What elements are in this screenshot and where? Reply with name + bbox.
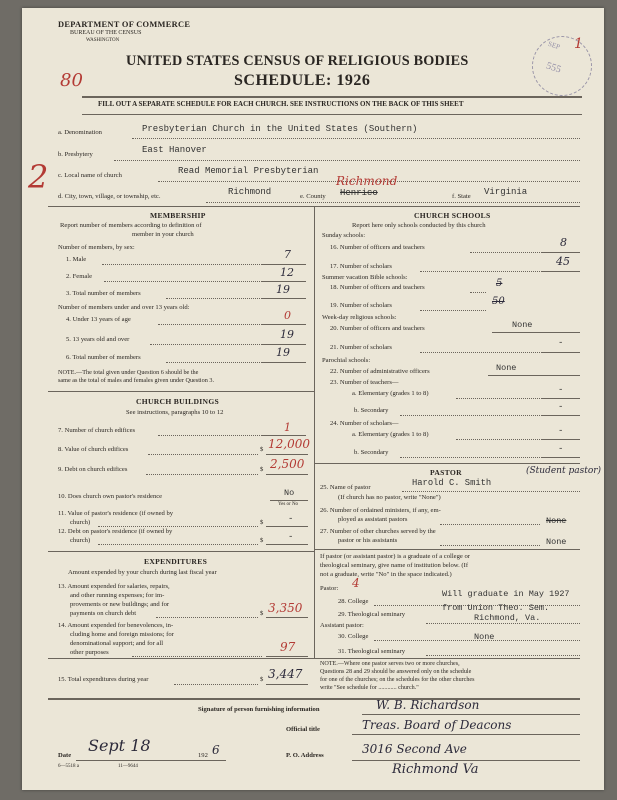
signature-value: W. B. Richardson [376, 698, 480, 712]
date-label: Date [58, 752, 72, 759]
pastor-note-2: Questions 28 and 29 should be answered only on the schedule [320, 669, 472, 675]
membership-heading: MEMBERSHIP [150, 211, 206, 220]
running-expenses-answer-line [266, 617, 308, 618]
male-label: 1. Male [66, 256, 87, 263]
presbytery-value: East Hanover [142, 145, 207, 155]
residence-debt-amount: - [288, 532, 294, 542]
total-by-age-line [166, 362, 262, 363]
summer-teachers-line [470, 292, 486, 293]
total-by-age-label: 6. Total number of members [66, 354, 141, 361]
total-members-line [166, 298, 262, 299]
parochial-teachers-label: 23. Number of teachers— [330, 379, 399, 386]
assistant-ministers-line [440, 524, 540, 525]
pastor-name-hint: (If church has no pastor, write "None") [338, 494, 441, 501]
pastor-college-label: 28. College [338, 598, 369, 605]
residence-debt-label-2: church) [70, 537, 91, 544]
scholars-elementary-value: - [558, 426, 564, 436]
over-13-line [150, 344, 262, 345]
total-members-answer-line [262, 298, 306, 299]
pastor-education-mark: 4 [352, 576, 360, 590]
denomination-line [132, 138, 580, 139]
pastor-college-value: Will graduate in May 1927 [442, 589, 570, 599]
total-by-age-answer-line [262, 362, 306, 363]
running-expenses-label-4: payments on church debt [70, 610, 137, 617]
edifices-value-amount: 12,000 [268, 437, 310, 451]
pastor-name-label: 25. Name of pastor [320, 484, 371, 491]
male-line [102, 264, 262, 265]
admin-officers-value: None [496, 363, 517, 373]
official-title-line [352, 734, 580, 735]
pastor-education-label: Pastor: [320, 585, 339, 592]
residence-value-amount: - [288, 514, 294, 524]
city-value: Richmond [228, 187, 272, 197]
pastor-name-value: Harold C. Smith [412, 478, 492, 488]
edifices-value-answer-line [266, 454, 308, 455]
instructions-rule [82, 114, 582, 115]
teachers-secondary-value: - [558, 402, 564, 412]
summer-teachers-value: 5 [496, 278, 503, 289]
residence-debt-dollar: $ [260, 537, 264, 544]
footer-rule [48, 698, 580, 700]
under-13-answer-line [262, 324, 306, 325]
form-number-mark: 80 [60, 70, 83, 91]
other-churches-label-2: pastor or his assistants [338, 537, 398, 544]
weekday-scholars-answer-line [542, 352, 580, 353]
county-typed-value: Henrico [340, 188, 378, 198]
benevolences-label-3: denominational support; and for all [70, 640, 164, 647]
residence-value-label-1: 11. Value of pastor's residence (if owned by [58, 510, 174, 517]
teachers-elementary-label: a. Elementary (grades 1 to 8) [352, 390, 429, 397]
admin-officers-answer-line [488, 375, 580, 376]
pastor-seminary-location: Richmond, Va. [474, 613, 541, 623]
corner-mark: 1 [574, 36, 583, 52]
official-title-value: Treas. Board of Deacons [362, 718, 512, 732]
presbytery-line [114, 160, 580, 161]
under-13-value: 0 [284, 309, 291, 322]
residence-debt-answer-line [266, 544, 308, 545]
pastor-heading: PASTOR [430, 468, 462, 477]
summer-schools-label: Summer vacation Bible schools: [322, 274, 408, 281]
membership-note-2: same as the total of males and females given under Question 3. [58, 377, 215, 384]
margin-mark: 2 [28, 158, 49, 196]
summer-scholars-label: 19. Number of scholars [330, 302, 392, 309]
total-expenditures-answer-line [266, 684, 308, 685]
female-line [104, 281, 262, 282]
edifices-debt-answer-line [266, 474, 308, 475]
edifices-debt-line [146, 474, 258, 475]
summer-teachers-label: 18. Number of officers and teachers [330, 284, 425, 291]
signature-line [362, 714, 580, 715]
denomination-label: a. Denomination [58, 129, 102, 136]
year-prefix: 192 [198, 752, 208, 759]
edifices-value-label: 8. Value of church edifices [58, 446, 129, 453]
education-top-rule [314, 549, 580, 550]
residence-debt-line [98, 544, 258, 545]
edifices-value-line [148, 454, 258, 455]
sunday-teachers-answer-line [542, 252, 580, 253]
scholars-elementary-answer-line [542, 439, 580, 440]
teachers-elementary-answer-line [542, 398, 580, 399]
form-code: 6—5518 a [58, 764, 79, 769]
sunday-scholars-label: 17. Number of scholars [330, 263, 392, 270]
scholars-elementary-line [456, 439, 542, 440]
running-expenses-line [156, 617, 258, 618]
residence-value-label-2: church) [70, 519, 91, 526]
po-address-label: P. O. Address [286, 752, 324, 759]
membership-intro-2: member in your church [132, 231, 194, 238]
schools-heading: CHURCH SCHOOLS [414, 211, 491, 220]
membership-note-1: NOTE.—The total given under Question 6 should be the [58, 369, 199, 376]
edifices-count-line [158, 435, 262, 436]
edifices-count-label: 7. Number of church edifices [58, 427, 136, 434]
other-churches-line [440, 545, 540, 546]
expenditures-intro: Amount expended by your church during last fiscal year [68, 569, 217, 576]
edifices-value-dollar: $ [260, 446, 264, 453]
total-by-age-value: 19 [276, 346, 290, 359]
owns-residence-hint: Yes or No [278, 502, 299, 507]
sunday-scholars-answer-line [542, 271, 580, 272]
city-label: d. City, town, village, or township, etc. [58, 193, 161, 200]
department-name: DEPARTMENT OF COMMERCE [58, 20, 191, 29]
print-code: 11—9644 [118, 764, 138, 769]
over-13-value: 19 [280, 328, 294, 341]
teachers-secondary-line [400, 415, 542, 416]
pastor-top-rule [314, 463, 580, 464]
members-by-sex-label: Number of members, by sex: [58, 244, 135, 251]
assistant-ministers-label-2: ployed as assistant pastors [338, 516, 408, 523]
benevolences-label-4: other purposes [70, 649, 109, 656]
pastor-seminary-label: 29. Theological seminary [338, 611, 406, 618]
benevolences-line [132, 656, 262, 657]
education-instructions-2: theological seminary, give name of institution below. (If [320, 562, 469, 569]
total-expenditures-dollar: $ [260, 676, 264, 683]
male-value: 7 [284, 248, 291, 261]
edifices-count-value: 1 [284, 421, 291, 434]
under-13-label: 4. Under 13 years of age [66, 316, 131, 323]
parochial-schools-label: Parochial schools: [322, 357, 371, 364]
assistant-ministers-value: None [546, 516, 567, 526]
state-value: Virginia [484, 187, 528, 197]
benevolences-label-2: cluding home and foreign missions; for [70, 631, 174, 638]
scholars-secondary-label: b. Secondary [354, 449, 389, 456]
owns-residence-answer-line [270, 500, 308, 501]
sunday-teachers-value: 8 [560, 236, 567, 249]
pastor-note-4: write "See schedule for ............ church." [320, 685, 419, 691]
over-13-answer-line [262, 344, 306, 345]
male-answer-line [262, 264, 306, 265]
columns-bottom-rule [48, 658, 580, 659]
total-expenditures-label: 15. Total expenditures during year [58, 676, 149, 683]
column-divider [314, 206, 315, 658]
form-subtitle: SCHEDULE: 1926 [234, 72, 371, 89]
over-13-label: 5. 13 years old and over [66, 336, 130, 343]
education-instructions-3: not a graduate, write "No" in the space indicated.) [320, 571, 452, 578]
summer-scholars-value: 50 [492, 296, 505, 307]
sunday-scholars-value: 45 [556, 255, 570, 268]
edifices-count-answer-line [262, 435, 306, 436]
scholars-secondary-answer-line [542, 457, 580, 458]
assistant-ministers-label-1: 26. Number of ordained ministers, if any, em- [320, 507, 441, 514]
signature-label: Signature of person furnishing information [198, 706, 320, 713]
running-expenses-label-3: provements or new buildings; and for [70, 601, 170, 608]
po-address-value: 3016 Second Ave [362, 742, 467, 756]
stamp-month: SEP [546, 39, 561, 52]
female-answer-line [262, 281, 306, 282]
county-handwritten-value: Richmond [336, 174, 398, 188]
sunday-scholars-line [420, 271, 542, 272]
denomination-value: Presbyterian Church in the United States (Southern) [142, 124, 418, 134]
form-title: UNITED STATES CENSUS OF RELIGIOUS BODIES [126, 53, 469, 69]
benevolences-label-1: 14. Amount expended for benevolences, in- [58, 622, 174, 629]
admin-officers-label: 22. Number of administrative officers [330, 368, 430, 375]
buildings-heading: CHURCH BUILDINGS [136, 397, 220, 406]
expenditures-top-rule [48, 551, 314, 552]
pastor-name-line [402, 491, 580, 492]
scholars-secondary-value: - [558, 444, 564, 454]
state-label: f. State [452, 193, 471, 200]
sunday-teachers-label: 16. Number of officers and teachers [330, 244, 425, 251]
church-name-value: Read Memorial Presbyterian [178, 166, 319, 176]
census-schedule-sheet [22, 8, 604, 790]
teachers-secondary-label: b. Secondary [354, 407, 389, 414]
header-rule [82, 96, 582, 98]
residence-value-answer-line [266, 526, 308, 527]
education-instructions-1: If pastor (or assistant pastor) is a graduate of a college or [320, 553, 470, 560]
edifices-debt-label: 9. Debt on church edifices [58, 466, 128, 473]
weekday-scholars-value: - [558, 338, 564, 348]
received-stamp [524, 28, 600, 104]
assistant-seminary-label: 31. Theological seminary [338, 648, 406, 655]
official-title-label: Official title [286, 726, 320, 733]
year-value: 6 [212, 743, 220, 757]
owns-residence-label: 10. Does church own pastor's residence [58, 493, 163, 500]
bureau-city: WASHINGTON [86, 38, 120, 43]
edifices-debt-dollar: $ [260, 466, 264, 473]
residence-debt-label-1: 12. Debt on pastor's residence (if owned by [58, 528, 173, 535]
po-address-city: Richmond Va [392, 762, 479, 777]
edifices-debt-amount: 2,500 [270, 457, 305, 471]
weekday-scholars-label: 21. Number of scholars [330, 344, 392, 351]
total-expenditures-line [174, 684, 258, 685]
pastor-status-note: (Student pastor) [526, 466, 602, 476]
summer-scholars-line [420, 310, 486, 311]
assistant-college-line [374, 640, 580, 641]
other-churches-value: None [546, 537, 567, 547]
schools-intro: Report here only schools conducted by this church [352, 222, 486, 229]
weekday-schools-label: Week-day religious schools: [322, 314, 397, 321]
date-value: Sept 18 [88, 736, 151, 755]
female-value: 12 [280, 266, 294, 279]
weekday-teachers-label: 20. Number of officers and teachers [330, 325, 425, 332]
running-expenses-label-1: 13. Amount expended for salaries, repairs, [58, 583, 170, 590]
buildings-top-rule [48, 391, 314, 392]
weekday-scholars-line [420, 352, 542, 353]
benevolences-answer-line [266, 656, 308, 657]
po-address-line [352, 760, 580, 761]
pastor-seminary-line [426, 623, 580, 624]
teachers-elementary-value: - [558, 385, 564, 395]
age-group-label: Number of members under and over 13 years old: [58, 304, 190, 311]
date-line [76, 760, 226, 761]
membership-intro-1: Report number of members according to definition of [60, 222, 202, 229]
other-churches-label-1: 27. Number of other churches served by the [320, 528, 436, 535]
sunday-teachers-line [470, 252, 542, 253]
teachers-secondary-answer-line [542, 415, 580, 416]
pastor-seminary-value: from Union Theo. Sem. [442, 603, 550, 613]
city-line [206, 202, 580, 203]
total-members-value: 19 [276, 283, 290, 296]
female-label: 2. Female [66, 273, 93, 280]
expenditures-heading: EXPENDITURES [144, 557, 208, 566]
assistant-seminary-line [426, 655, 580, 656]
assistant-education-label: Assistant pastor: [320, 622, 364, 629]
total-members-label: 3. Total number of members [66, 290, 141, 297]
presbytery-label: b. Presbytery [58, 151, 93, 158]
owns-residence-value: No [284, 488, 295, 498]
scholars-elementary-label: a. Elementary (grades 1 to 8) [352, 431, 429, 438]
county-label: e. County [300, 193, 326, 200]
residence-value-line [98, 526, 258, 527]
scholars-secondary-line [400, 457, 542, 458]
assistant-college-label: 30. College [338, 633, 369, 640]
assistant-college-value: None [474, 632, 495, 642]
sunday-schools-label: Sunday schools: [322, 232, 366, 239]
running-expenses-amount: 3,350 [268, 601, 303, 615]
church-name-label: c. Local name of church [58, 172, 122, 179]
teachers-elementary-line [456, 398, 542, 399]
residence-value-dollar: $ [260, 519, 264, 526]
running-expenses-label-2: and other running expenses; for im- [70, 592, 165, 599]
stamp-number: 555 [544, 60, 563, 76]
running-expenses-dollar: $ [260, 610, 264, 617]
under-13-line [158, 324, 262, 325]
buildings-instructions: See instructions, paragraphs 10 to 12 [126, 409, 224, 416]
pastor-note-1: NOTE.—Where one pastor serves two or more churches, [320, 661, 460, 667]
instructions-line: FILL OUT A SEPARATE SCHEDULE FOR EACH CHURCH. SEE INSTRUCTIONS ON THE BACK OF THIS SHEET [98, 100, 464, 108]
total-expenditures-amount: 3,447 [268, 667, 303, 681]
benevolences-amount: 97 [280, 640, 296, 654]
weekday-teachers-value: None [512, 320, 533, 330]
bureau-name: BUREAU OF THE CENSUS [70, 30, 142, 36]
pastor-note-3: for one of the churches; on the schedules for the other churches [320, 677, 475, 683]
parochial-scholars-label: 24. Number of scholars— [330, 420, 399, 427]
weekday-teachers-answer-line [492, 332, 580, 333]
